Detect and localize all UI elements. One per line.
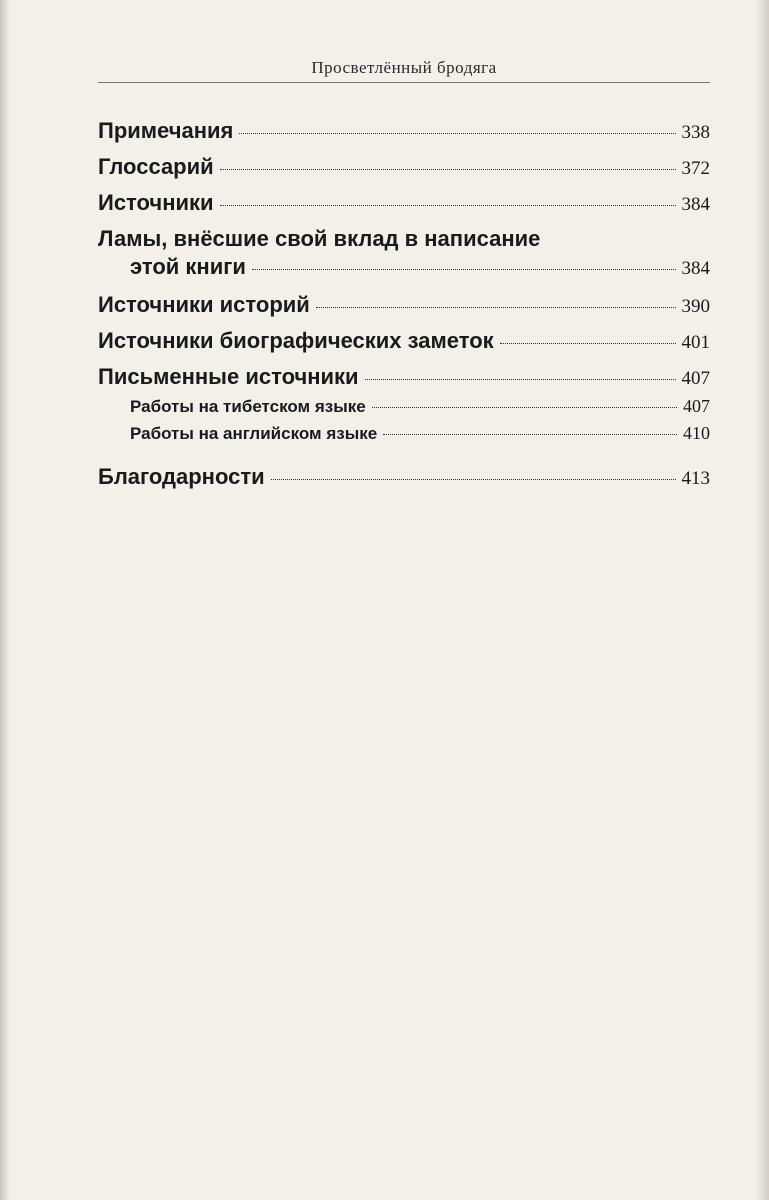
toc-entry-title-line1: Ламы, внёсшие свой вклад в написание [98,226,541,251]
toc-entry-page: 390 [681,296,710,317]
toc-entry-page: 384 [681,194,710,215]
toc-entry-page: 410 [683,423,710,443]
toc-entry-title: Работы на тибетском языке [130,397,366,416]
toc-entry-page: 413 [681,468,710,489]
toc-entry-title: Глоссарий [98,154,214,179]
toc-entry-english-works[interactable] [98,423,710,444]
toc-entry-notes[interactable] [98,118,710,144]
toc-entry-page: 407 [683,396,710,416]
toc-entry-title: Источники историй [98,292,310,317]
toc-entry-tibetan-works[interactable] [98,396,710,417]
toc-entry-title-line2: этой книги [130,254,246,279]
toc-entry-title: Источники биографических заметок [98,328,494,353]
toc-entry-acknowledgements[interactable] [98,464,710,490]
page-edge-left [0,0,10,1200]
toc-entry-title: Источники [98,190,214,215]
toc-entry-lamas-second-line [98,254,710,280]
leader-dots [372,407,677,408]
leader-dots [365,379,676,380]
leader-dots [252,269,676,270]
toc-entry-title: Примечания [98,118,234,143]
toc-entry-page: 401 [681,332,710,353]
header-rule [98,82,710,83]
page-edge-right [755,0,769,1200]
toc-entry-page: 384 [681,258,710,279]
table-of-contents [98,118,710,490]
toc-entry-title: Благодарности [98,464,265,489]
leader-dots [220,205,676,206]
toc-entry-title: Работы на английском языке [130,424,378,443]
leader-dots [316,307,676,308]
toc-entry-sources[interactable] [98,190,710,216]
leader-dots [383,434,677,435]
leader-dots [271,479,676,480]
toc-entry-glossary[interactable] [98,154,710,180]
toc-entry-written-sources[interactable] [98,364,710,390]
running-title: Просветлённый бродяга [311,58,497,77]
toc-entry-lamas[interactable] [98,226,710,280]
toc-entry-page: 407 [681,368,710,389]
toc-entry-title: Письменные источники [98,364,359,389]
toc-entry-page: 372 [681,158,710,179]
toc-entry-page: 338 [681,122,710,143]
leader-dots [500,343,676,344]
toc-entry-bio-sources[interactable] [98,328,710,354]
leader-dots [220,169,676,170]
toc-entry-story-sources[interactable] [98,292,710,318]
leader-dots [239,133,675,134]
